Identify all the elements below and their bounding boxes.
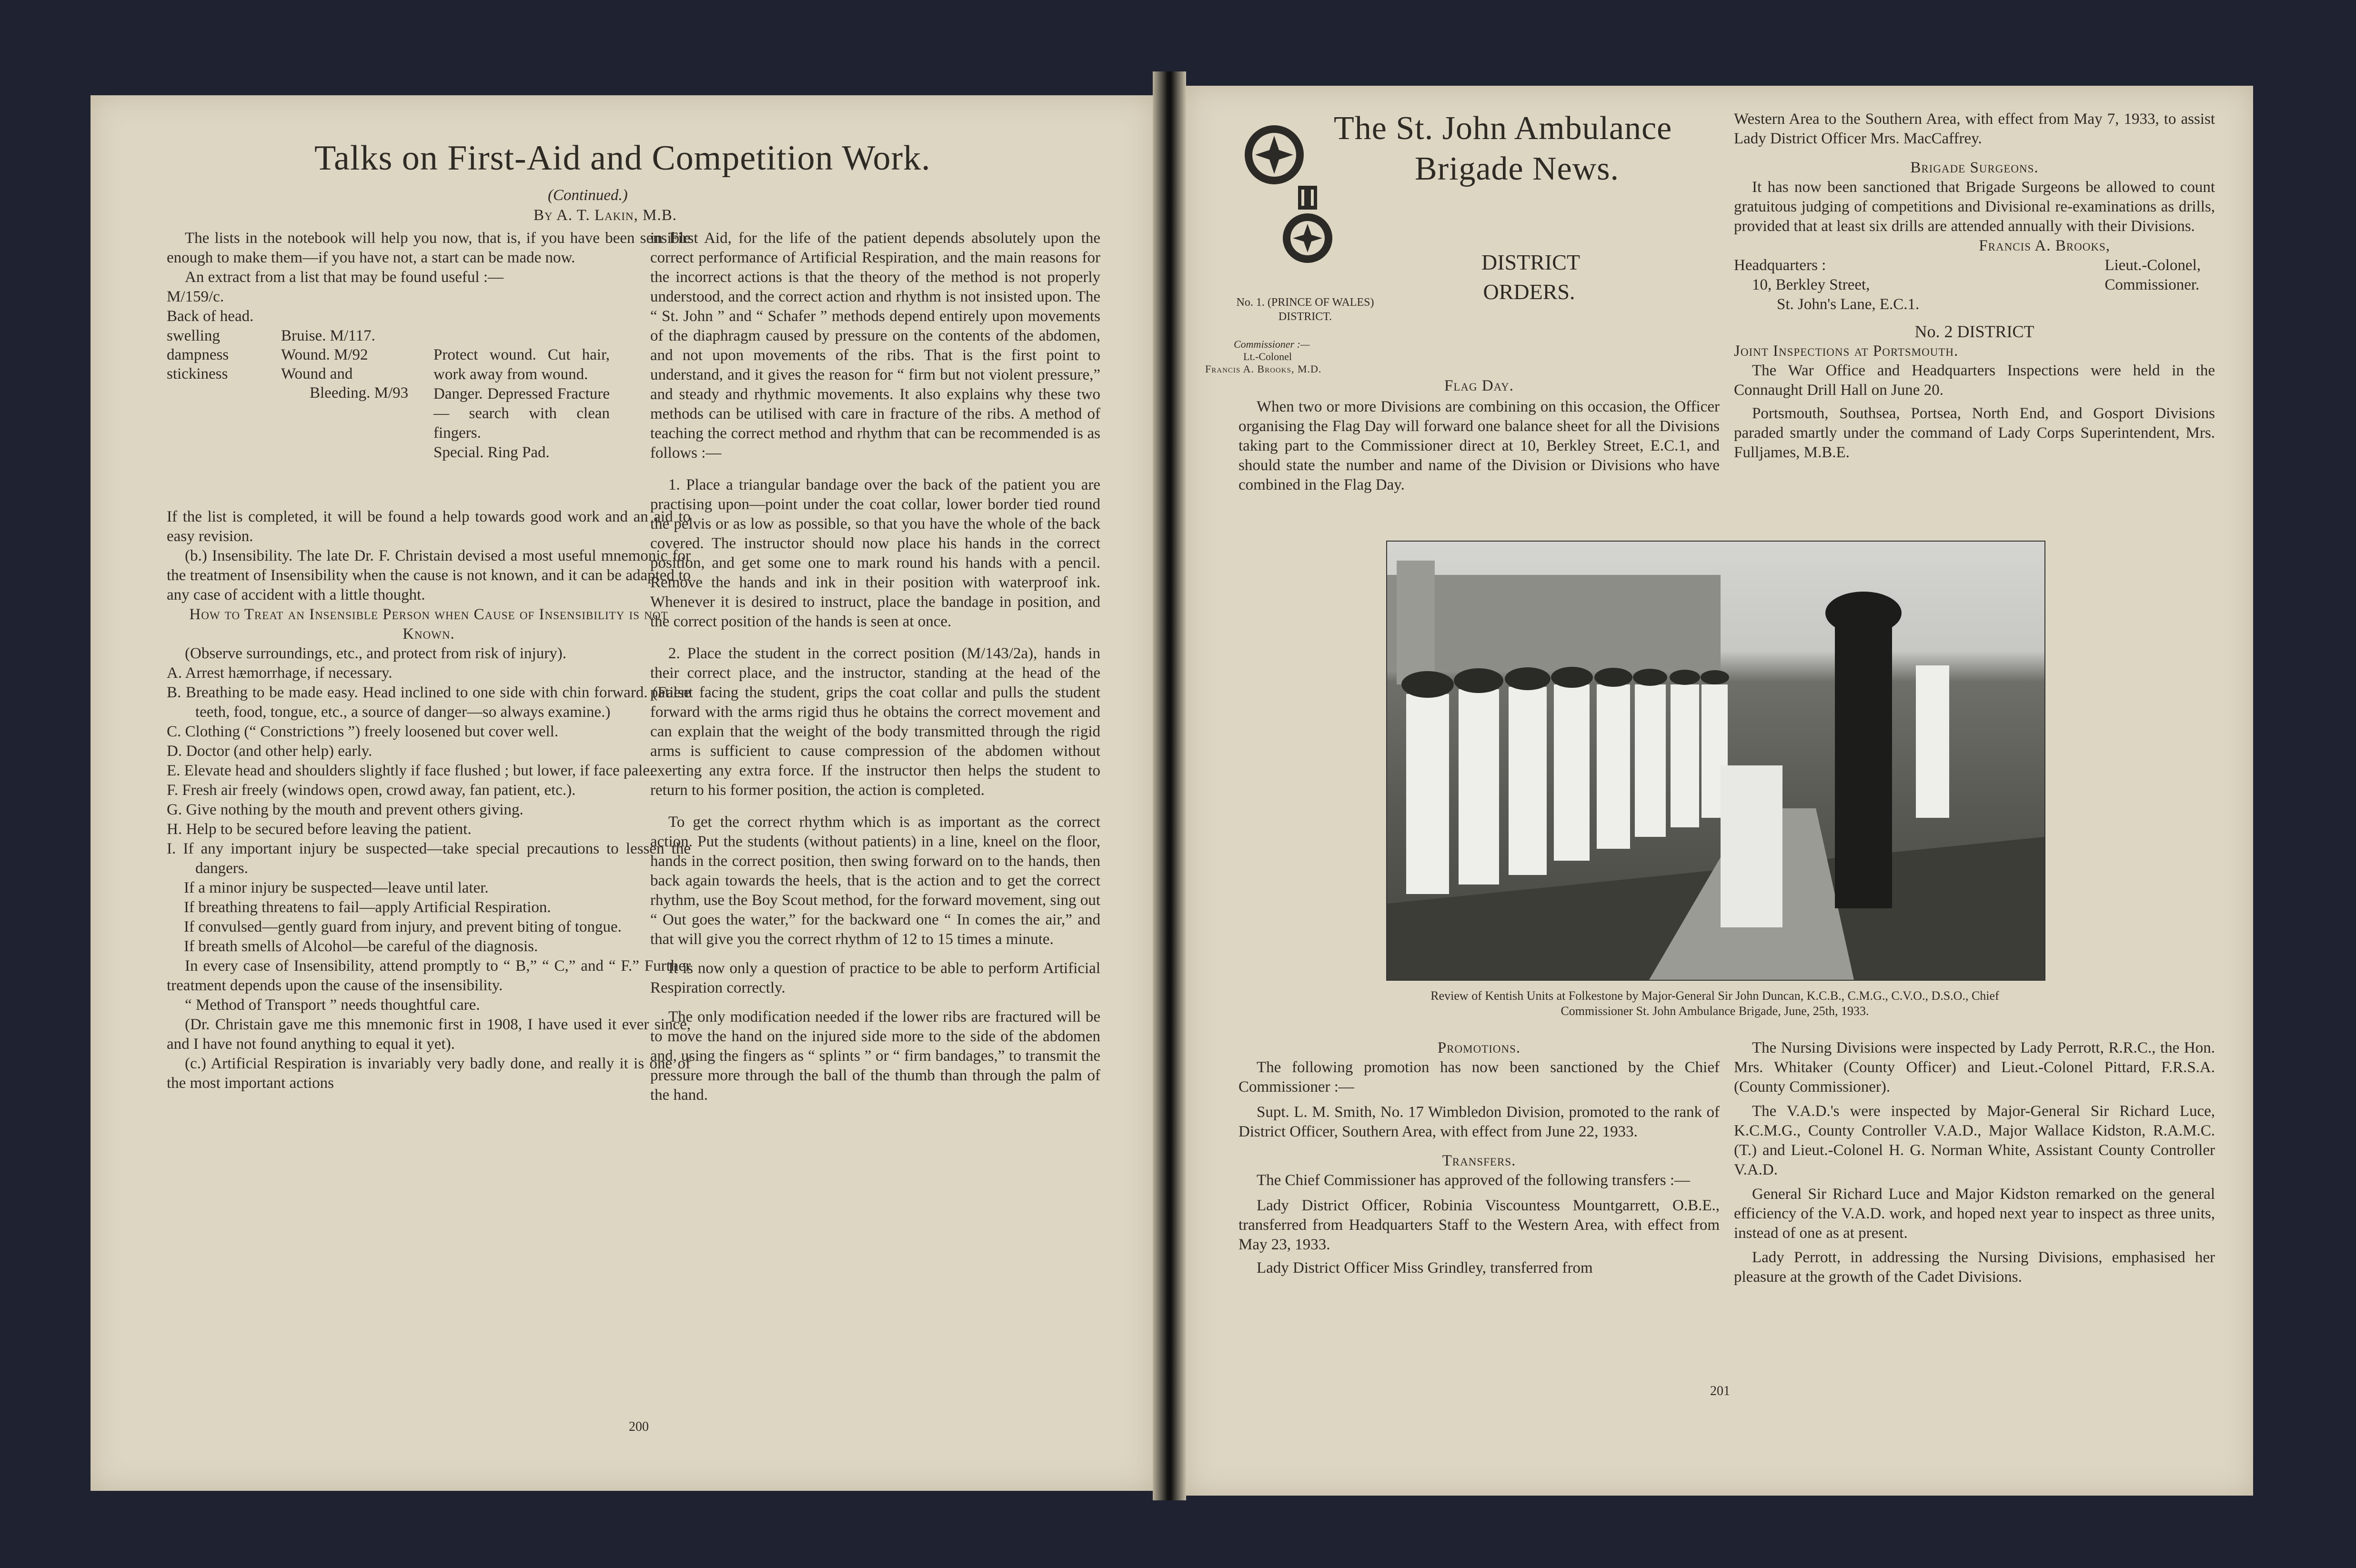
district-orders-heading: DISTRICT ORDERS. — [1481, 250, 1580, 304]
article-title: Talks on First-Aid and Competition Work. — [314, 139, 931, 178]
page-number: 200 — [629, 1419, 649, 1434]
left-page — [91, 95, 1153, 1491]
mnemonic-list — [167, 663, 691, 956]
left-column-1 — [167, 229, 691, 1093]
commissioner-block — [1205, 338, 1377, 375]
list-item: F. Fresh air freely (windows open, crowd away, fan patient, etc.). — [167, 782, 576, 799]
review-photo — [1386, 541, 2045, 981]
news-title-line1: The St. John Ambulance — [1334, 110, 1672, 147]
paragraph: 1. Place a triangular bandage over the back of the patient you are practising upon—point under the coat collar, lower border tied round the pelvis or as low as possible, so that you have the whole of the back covered. The instructor should now place his hands in the correct position, and get some one to mark round his hands with a pencil. Remove the hands and ink in their position with waterproof ink. Whenever it is desired to instruct, place the bandage in position, and the correct position of the hands is seen at once. — [650, 476, 1100, 630]
paragraph: The War Office and Headquarters Inspections were held in the Connaught Drill Hall on June 20. — [1734, 362, 2215, 399]
paragraph: General Sir Richard Luce and Major Kidston remarked on the general efficiency of the V.A.D. work, and hoped next year to inspect as three units, instead of one as at present. — [1734, 1186, 2215, 1242]
list-item: Bleeding. M/93 — [310, 384, 409, 402]
commissioner-label: Commissioner :— — [1234, 338, 1310, 350]
paragraph: Portsmouth, Southsea, Portsea, North End, and Gosport Divisions paraded smartly under the command of Lady Corps Superintendent, Mrs. Fulljames, M.B.E. — [1734, 405, 2215, 461]
flag-day-text: When two or more Divisions are combining on this occasion, the Officer organising the Flag Day will forward one balance sheet for all the Divisions taking part to the Commissioner direct at 10, Berkley Street, E.C.1, and should state the number and name of the Division or Divisions who have combined in the Flag Day. — [1238, 398, 1720, 493]
commissioner-name: Francis A. Brooks, M.D. — [1205, 363, 1322, 375]
list-item: I. If any important injury be suspected—take special precautions to lessen the dangers. — [167, 840, 691, 877]
paragraph: (c.) Artificial Respiration is invariably very badly done, and really it is one of the most important actions — [167, 1055, 691, 1092]
address-line: 10, Berkley Street, — [1752, 276, 1870, 293]
page-number: 201 — [1710, 1384, 1730, 1398]
paragraph: It is now only a question of practice to be able to perform Artificial Respiration correctly. — [650, 960, 1100, 996]
continued-label: (Continued.) — [548, 187, 628, 204]
list-subitem: If a minor injury be suspected—leave until later. — [184, 879, 489, 896]
signature-title: Lieut.-Colonel, — [2104, 257, 2201, 274]
photo-illustration — [1387, 542, 2044, 980]
joint-inspections-heading: Joint Inspections at Portsmouth. — [1734, 342, 1959, 360]
paragraph: The V.A.D.'s were inspected by Major-General Sir Richard Luce, K.C.M.G., County Controller V.A.D., Major Wallace Kidston, R.A.M.C. (T.) and Lieut.-Colonel H. G. Norman White, Assistant County Controller V.A.D. — [1734, 1103, 2215, 1178]
list-item: Danger. Depressed Fracture — search with clean fingers. — [433, 385, 610, 442]
list-item: Wound and — [281, 365, 353, 382]
transfers-heading: Transfers. — [1442, 1152, 1516, 1169]
list-item: Bruise. M/117. — [281, 327, 375, 344]
paragraph: The Nursing Divisions were inspected by Lady Perrott, R.R.C., the Hon. Mrs. Whitaker (County Officer) and Lieut.-Colonel Pittard, F.R.S.A. (County Commissioner). — [1734, 1039, 2215, 1096]
photo-caption: Review of Kentish Units at Folkestone by Major-General Sir John Duncan, K.C.B., C.M.G., C.V.O., D.S.O., Chief Commissioner St. John Ambulance Brigade, June, 25th, 1933. — [1430, 989, 1999, 1018]
list-heading: Back of head. — [167, 308, 254, 325]
list-item: Wound. M/92 — [281, 346, 368, 363]
paragraph: The Chief Commissioner has approved of the following transfers :— — [1257, 1172, 1691, 1189]
subheading: How to Treat an Insensible Person when Cause of Insensibility is not Known. — [189, 606, 668, 643]
paragraph: The only modification needed if the lower ribs are fractured will be to move the hand on the injured side more to the side of the abdomen and, using the fingers as “ splints ” or “ firm bandages,” to transmit the pressure more through the ball of the thumb than through the palm of the hand. — [650, 1008, 1100, 1104]
list-item: C. Clothing (“ Constrictions ”) freely loosened but cover well. — [167, 723, 559, 740]
intro-paragraph: An extract from a list that may be found useful :— — [185, 269, 503, 286]
list-item: E. Elevate head and shoulders slightly if face flushed ; but lower, if face pale. — [167, 762, 654, 779]
list-subitem: If breathing threatens to fail—apply Artificial Respiration. — [184, 899, 551, 916]
paragraph: “ Method of Transport ” needs thoughtful care. — [185, 996, 480, 1014]
right-column-top — [1734, 110, 2215, 462]
list-item: stickiness — [167, 365, 228, 382]
list-subitem: If breath smells of Alcohol—be careful of the diagnosis. — [184, 938, 538, 955]
brigade-surgeons-heading: Brigade Surgeons. — [1910, 159, 2039, 176]
district-label: No. 1. (PRINCE OF WALES) DISTRICT. — [1236, 296, 1374, 323]
list-item: G. Give nothing by the mouth and prevent others giving. — [167, 801, 524, 818]
paragraph: Lady Perrott, in addressing the Nursing Divisions, emphasised her pleasure at the growth of the Cadet Divisions. — [1734, 1249, 2215, 1286]
left-column-2 — [650, 229, 1100, 1105]
list-item: D. Doctor (and other help) early. — [167, 743, 373, 760]
paragraph: (b.) Insensibility. The late Dr. F. Christain devised a most useful mnemonic for the treatment of Insensibility when the cause is not known, and it can be adapted to any case of accident with a little thought. — [167, 547, 691, 603]
address-line: St. John's Lane, E.C.1. — [1777, 296, 1920, 313]
right-column-bottom-left — [1238, 1038, 1720, 1278]
intro-paragraph: The lists in the notebook will help you now, that is, if you have been sensible enough to make them—if you have not, a start can be made now. — [167, 230, 691, 266]
byline: By A. T. Lakin, M.B. — [534, 207, 677, 224]
paragraph: (Observe surroundings, etc., and protect from risk of injury). — [185, 645, 566, 662]
signature-title: Commissioner. — [2104, 276, 2200, 293]
list-item: Protect wound. Cut hair, work away from wound. — [433, 346, 610, 383]
paragraph: Supt. L. M. Smith, No. 17 Wimbledon Division, promoted to the rank of District Officer, Southern Area, with effect from June 22, 1933. — [1238, 1104, 1720, 1140]
notebook-list — [167, 326, 691, 507]
list-item: H. Help to be secured before leaving the patient. — [167, 821, 472, 838]
signature-block — [1734, 256, 2215, 315]
flag-day-heading: Flag Day. — [1444, 377, 1514, 394]
right-column-bottom-right — [1734, 1038, 2215, 1287]
promotions-heading: Promotions. — [1437, 1039, 1521, 1056]
right-page — [1186, 86, 2253, 1496]
paragraph: in First Aid, for the life of the patient depends absolutely upon the correct performance of Artificial Respiration, and the main reasons for the incorrect actions is that the theory of the method is not properly understood, and the correct action and rhythm is not insisted upon. The “ St. John ” and “ Schafer ” methods depend entirely upon movements of the diaphragm caused by pressure on the contents of the abdomen, and not upon movements of the ribs. That is the first point to understand, and it gives the reason for “ firm but not violent pressure,” and steady and rhythmic movements. It also explains why these two methods can be utilised with care in fracture of the ribs. A method of teaching the correct method and rhythm that can be recommended is as follows :— — [650, 230, 1100, 462]
book-spine — [1153, 71, 1186, 1500]
commissioner-rank: Lt.-Colonel — [1243, 351, 1292, 362]
paragraph: Lady District Officer, Robinia Viscountess Mountgarrett, O.B.E., transferred from Headquarters Staff to the Western Area, with effect from May 23, 1933. — [1238, 1197, 1720, 1253]
paragraph: The following promotion has now been sanctioned by the Chief Commissioner :— — [1238, 1059, 1720, 1096]
list-item: A. Arrest hæmorrhage, if necessary. — [167, 664, 393, 682]
paragraph: It has now been sanctioned that Brigade Surgeons be allowed to count gratuitous judging of competitions and Divisional re-examinations as drills, provided that at least six drills are attended annually with their Divisions. — [1734, 179, 2215, 235]
list-item: swelling — [167, 327, 220, 344]
list-subitem: If convulsed—gently guard from injury, and prevent biting of tongue. — [184, 918, 622, 935]
brigade-emblem-icon — [1243, 124, 1305, 186]
address-line: Headquarters : — [1734, 257, 1826, 274]
paragraph: Lady District Officer Miss Grindley, transferred from — [1257, 1259, 1593, 1277]
paragraph: In every case of Insensibility, attend promptly to “ B,” “ C,” and “ F.” Further treatment depends upon the cause of the insensibility. — [167, 957, 691, 994]
list-reference: M/159/c. — [167, 288, 224, 305]
paragraph: 2. Place the student in the correct position (M/143/2a), hands in their correct place, and the instructor, standing at the head of the patient facing the student, grips the coat collar and pulls the student forward with the arms rigid thus he obtains the correct movement and can explain that the weight of the body transmitted through the rigid arms is sufficient to cause compression of the abdomen without exerting any extra force. If the instructor then helps the student to return to his former position, the action is completed. — [650, 645, 1100, 799]
news-title-line2: Brigade News. — [1415, 151, 1620, 187]
no2-district-heading: No. 2 DISTRICT — [1914, 322, 2034, 341]
list-item: Special. Ring Pad. — [433, 444, 550, 461]
paragraph: If the list is completed, it will be found a help towards good work and an aid to easy revision. — [167, 508, 691, 545]
list-item: B. Breathing to be made easy. Head inclined to one side with chin forward. (False teeth, food, tongue, etc., a source of danger—so always examine.) — [167, 684, 691, 721]
paragraph: Western Area to the Southern Area, with effect from May 7, 1933, to assist Lady District Officer Mrs. MacCaffrey. — [1734, 111, 2215, 147]
signature-name: Francis A. Brooks, — [1979, 237, 2110, 254]
paragraph: (Dr. Christain gave me this mnemonic first in 1908, I have used it ever since, and I have not found anything to equal it yet). — [167, 1016, 691, 1053]
paragraph: To get the correct rhythm which is as important as the correct action. Put the students (without patients) in a line, kneel on the floor, hands in the correct position, then swing forward on to the hands, then back again towards the heels, that is the action and to get the correct rhythm, use the Boy Scout method, for the forward movement, sing out “ Out goes the water,” for the backward one “ In comes the air,” and that will give you the correct rhythm of 12 to 15 times a minute. — [650, 814, 1100, 948]
list-item: dampness — [167, 346, 229, 363]
